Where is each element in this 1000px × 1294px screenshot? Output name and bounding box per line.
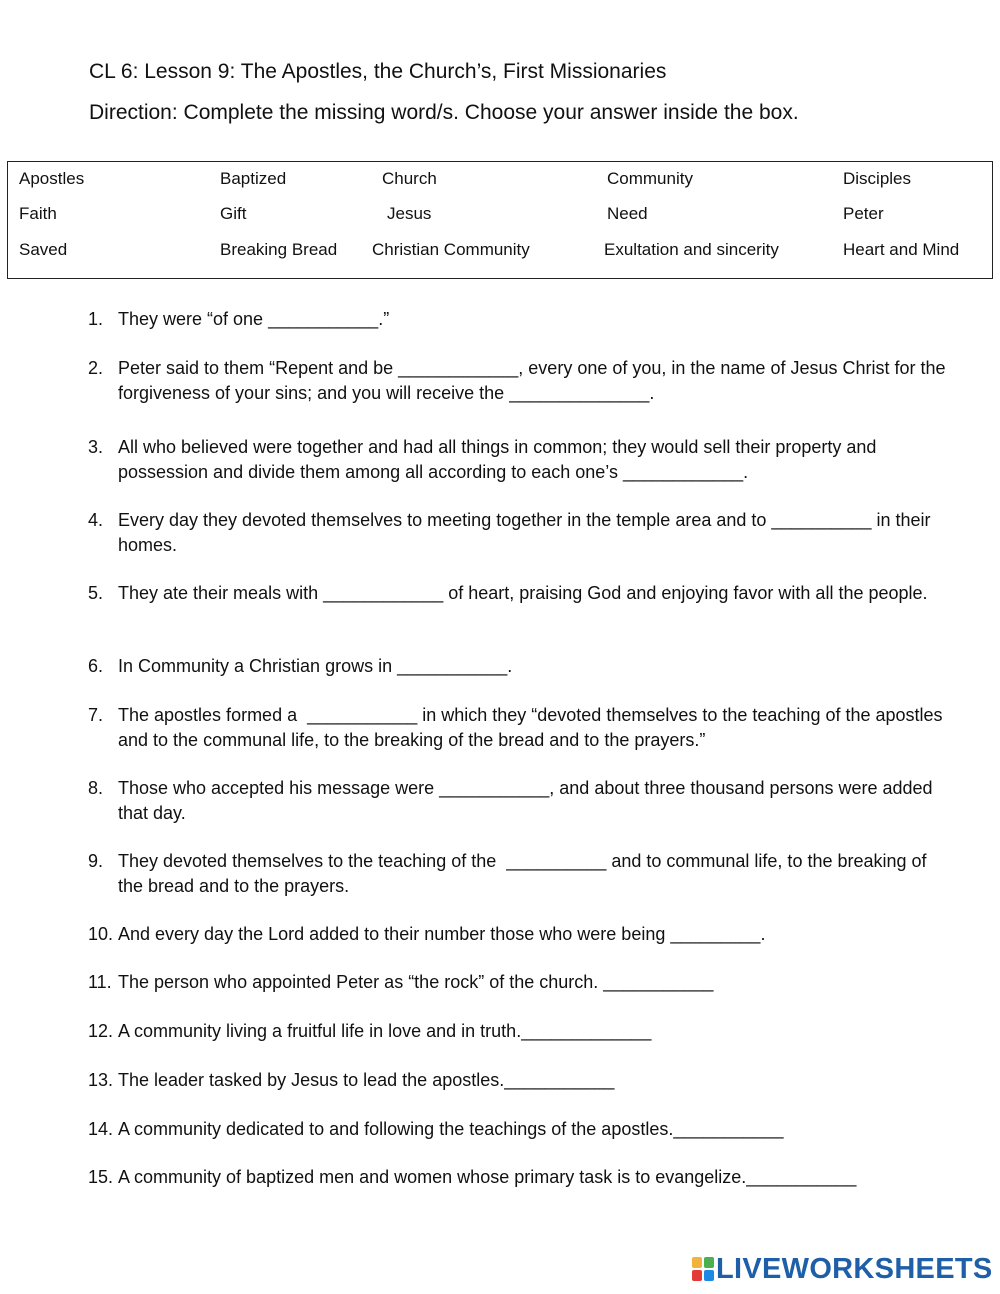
word-bank-item: Gift (220, 204, 247, 223)
question-1 (88, 307, 948, 332)
question-text: Every day they devoted themselves to meeting together in the temple area and to __________ in their homes. (118, 510, 936, 555)
question-text: They ate their meals with ____________ of heart, praising God and enjoying favor with all the people. (118, 583, 928, 603)
question-3 (88, 435, 948, 484)
logo-tile (692, 1257, 702, 1268)
question-6 (88, 654, 948, 679)
question-number: 1. (88, 309, 104, 329)
question-9 (88, 849, 948, 898)
question-text: The person who appointed Peter as “the rock” of the church. ___________ (118, 972, 714, 992)
question-number: 3. (88, 437, 104, 457)
question-5 (88, 581, 948, 606)
word-bank-item: Faith (19, 204, 57, 223)
logo-tile (692, 1270, 702, 1281)
question-number: 9. (88, 851, 104, 871)
question-number: 12. (88, 1021, 114, 1041)
question-number: 2. (88, 358, 104, 378)
question-text: A community living a fruitful life in love and in truth._____________ (118, 1021, 652, 1041)
word-bank-item: Need (607, 204, 648, 223)
word-bank-item: Baptized (220, 169, 287, 188)
question-8 (88, 776, 948, 825)
question-11 (88, 970, 948, 995)
word-bank-item: Apostles (19, 169, 85, 188)
question-7 (88, 703, 948, 752)
question-number: 4. (88, 510, 104, 530)
question-13 (88, 1068, 948, 1093)
logo-text: LIVEWORKSHEETS (716, 1252, 993, 1285)
logo-tile (704, 1257, 714, 1268)
question-text: Those who accepted his message were ___________, and about three thousand persons were added that day. (118, 778, 938, 823)
word-bank-item: Church (382, 169, 437, 188)
question-text: Peter said to them “Repent and be ____________, every one of you, in the name of Jesus Christ for the forgiveness of your sins; and you will receive the ______________. (118, 358, 951, 403)
page-title: CL 6: Lesson 9: The Apostles, the Church’s, First Missionaries (89, 60, 667, 83)
question-text: The apostles formed a ___________ in which they “devoted themselves to the teaching of the apostles and to the communal life, to the breaking of the bread and to the prayers.” (118, 705, 948, 750)
question-text: The leader tasked by Jesus to lead the apostles.___________ (118, 1070, 615, 1090)
word-bank-item: Breaking Bread (220, 240, 338, 259)
question-number: 8. (88, 778, 104, 798)
word-bank-item: Jesus (387, 204, 432, 223)
question-text: They devoted themselves to the teaching of the __________ and to communal life, to the breaking of the bread and to the prayers. (118, 851, 932, 896)
liveworksheets-logo (692, 1254, 993, 1284)
question-2 (88, 356, 951, 405)
question-14 (88, 1117, 948, 1142)
direction-text: Direction: Complete the missing word/s. Choose your answer inside the box. (89, 101, 799, 124)
question-number: 14. (88, 1119, 114, 1139)
question-number: 7. (88, 705, 104, 725)
question-text: All who believed were together and had all things in common; they would sell their property and possession and divide them among all according to each one’s ____________. (118, 437, 882, 482)
word-bank-item: Christian Community (372, 240, 530, 259)
question-text: A community dedicated to and following the teachings of the apostles.___________ (118, 1119, 784, 1139)
word-bank-item: Saved (19, 240, 68, 259)
question-number: 5. (88, 583, 104, 603)
question-number: 6. (88, 656, 104, 676)
question-text: In Community a Christian grows in ___________. (118, 656, 513, 676)
question-number: 13. (88, 1070, 114, 1090)
word-bank-item: Heart and Mind (843, 240, 960, 259)
question-text: They were “of one ___________.” (118, 309, 390, 329)
word-bank-item: Peter (843, 204, 884, 223)
question-15 (88, 1165, 948, 1190)
question-number: 10. (88, 924, 114, 944)
question-12 (88, 1019, 948, 1044)
question-text: A community of baptized men and women whose primary task is to evangelize.___________ (118, 1167, 857, 1187)
word-bank-box (7, 161, 993, 279)
question-4 (88, 508, 948, 557)
question-10 (88, 922, 948, 947)
word-bank-item: Disciples (843, 169, 912, 188)
word-bank-item: Exultation and sincerity (604, 240, 779, 259)
question-number: 11. (88, 972, 112, 992)
question-text: And every day the Lord added to their number those who were being _________. (118, 924, 766, 944)
logo-tile (704, 1270, 714, 1281)
question-number: 15. (88, 1167, 114, 1187)
liveworksheets-logo-icon (692, 1257, 714, 1281)
word-bank-item: Community (607, 169, 693, 188)
